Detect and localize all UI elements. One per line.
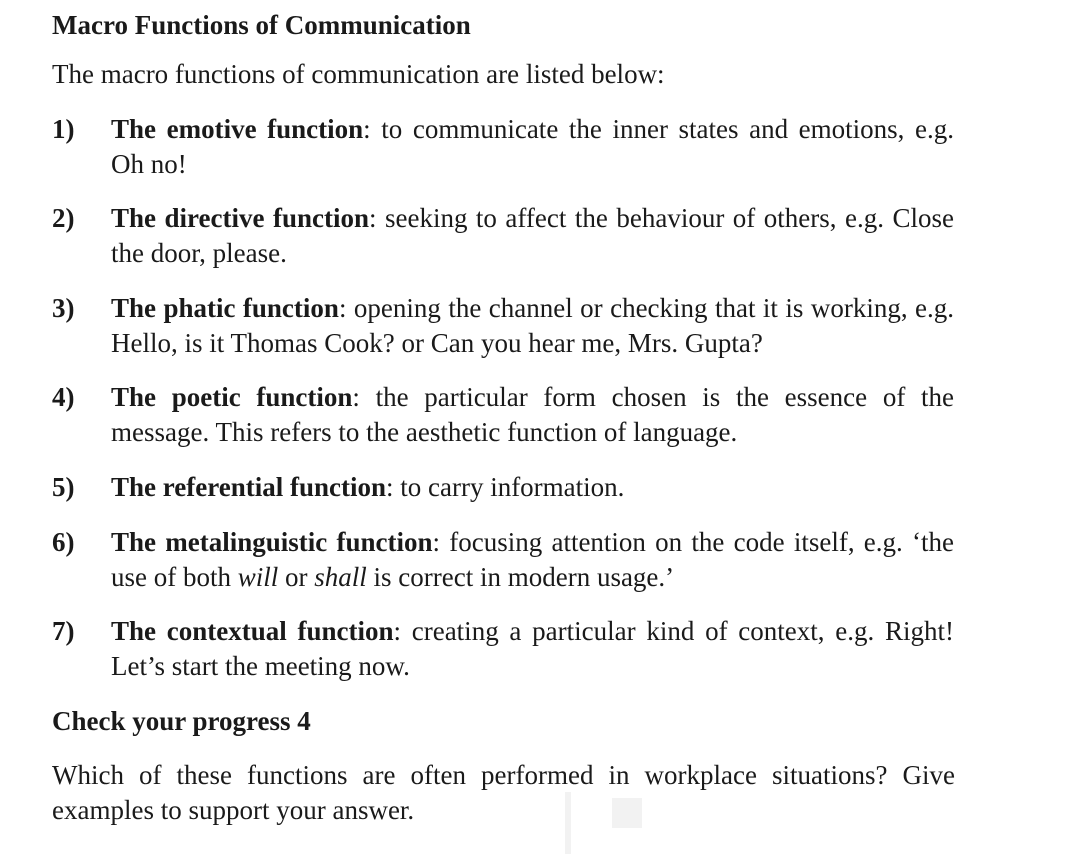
item-body <box>111 201 954 271</box>
item-body <box>111 291 954 361</box>
item-number: 4) <box>52 382 75 412</box>
item-number: 6) <box>52 527 75 557</box>
item-text-before: : focusing attention on the code itself, e.g. ‘the use of both <box>111 527 955 592</box>
progress-heading: Check your progress 4 <box>52 706 311 736</box>
item-body <box>111 112 954 182</box>
item-text-after: is correct in modern usage.’ <box>366 562 675 592</box>
item-italic-will: will <box>237 562 279 592</box>
item-body <box>111 525 954 595</box>
item-term: The metalinguistic function <box>111 527 433 557</box>
item-italic-shall: shall <box>314 562 367 592</box>
item-text: : seeking to affect the behaviour of others, e.g. Close the door, please. <box>111 203 954 268</box>
item-term: The poetic function <box>111 382 353 412</box>
item-text: : to communicate the inner states and emotions, e.g. Oh no! <box>111 114 955 179</box>
item-body <box>111 614 954 684</box>
item-number: 2) <box>52 203 75 233</box>
watermark-stroke <box>565 792 571 854</box>
item-number: 7) <box>52 616 75 646</box>
item-term: The emotive function <box>111 114 364 144</box>
watermark-block <box>612 798 642 828</box>
section-title: Macro Functions of Communication <box>52 10 471 40</box>
item-text: : opening the channel or checking that it is working, e.g. Hello, is it Thomas Cook? or Can you hear me, Mrs. Gupta? <box>111 293 954 358</box>
item-term: The contextual function <box>111 616 394 646</box>
item-text: : to carry information. <box>385 472 625 502</box>
item-body <box>111 470 954 505</box>
item-text: : the particular form chosen is the essence of the message. This refers to the aesthetic function of language. <box>111 382 954 447</box>
item-term: The phatic function <box>111 293 339 323</box>
item-body <box>111 380 954 450</box>
item-term: The referential function <box>111 472 386 502</box>
item-text-middle: or <box>278 562 315 592</box>
item-number: 3) <box>52 293 75 323</box>
item-text: : creating a particular kind of context, e.g. Right! Let’s start the meeting now. <box>111 616 954 681</box>
item-term: The directive function <box>111 203 369 233</box>
item-number: 5) <box>52 472 75 502</box>
item-number: 1) <box>52 114 75 144</box>
intro-text: The macro functions of communication are listed below: <box>52 59 665 89</box>
progress-question: Which of these functions are often performed in workplace situations? Give examples to support your answer. <box>52 760 955 825</box>
